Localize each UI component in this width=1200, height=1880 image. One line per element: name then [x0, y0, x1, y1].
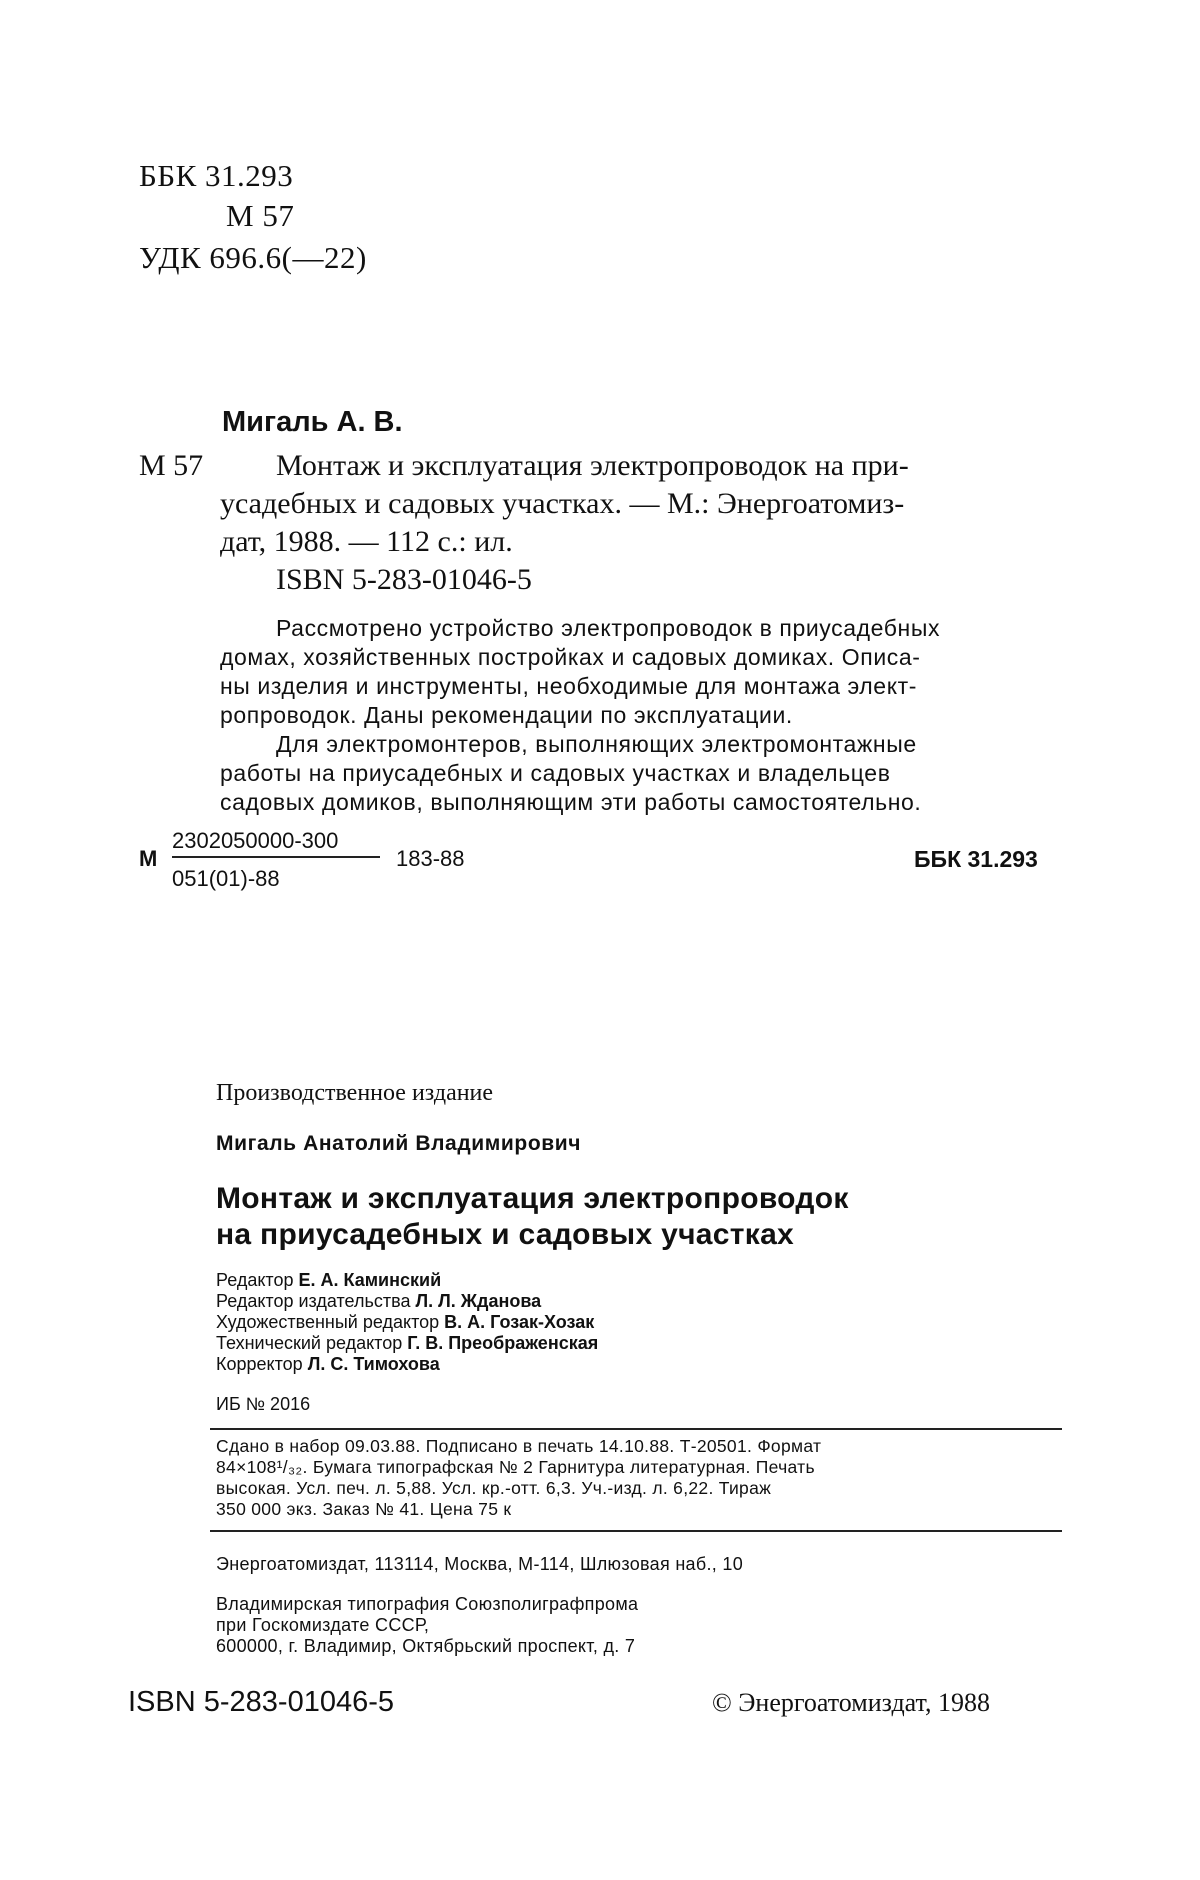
annotation-line-4: ропроводок. Даны рекомендации по эксплуатации.	[220, 702, 793, 728]
credit-publishing-editor: Редактор издательства Л. Л. Жданова	[216, 1291, 542, 1311]
code-numerator: 2302050000-300	[172, 828, 380, 858]
card-title-line-3: дат, 1988. — 112 с.: ил.	[220, 525, 513, 558]
publisher-address: Энергоатомиздат, 113114, Москва, М-114, Шлюзовая наб., 10	[216, 1554, 744, 1574]
printer-info	[216, 1594, 638, 1657]
print-line-4: 350 000 экз. Заказ № 41. Цена 75 к	[216, 1499, 512, 1519]
print-line-2: 84×108¹/₃₂. Бумага типографская № 2 Гарнитура литературная. Печать	[216, 1457, 815, 1477]
author-full-name: Мигаль Анатолий Владимирович	[216, 1132, 582, 1155]
card-author: Мигаль А. В.	[222, 406, 403, 438]
footer-isbn: ISBN 5-283-01046-5	[128, 1686, 394, 1718]
card-title-line-2: усадебных и садовых участках. — М.: Энергоатомиз-	[220, 487, 905, 520]
bbk-code: ББК 31.293	[139, 158, 294, 193]
annotation-line-2: домах, хозяйственных постройках и садовых домиках. Описа-	[220, 644, 921, 670]
card-mark: М 57	[139, 449, 204, 482]
print-details	[216, 1436, 821, 1520]
printer-line-1: Владимирская типография Союзполиграфпрома	[216, 1594, 639, 1614]
card-title-line-1: Монтаж и эксплуатация электропроводок на при-	[276, 449, 909, 482]
credit-editor: Редактор Е. А. Каминский	[216, 1270, 442, 1290]
footer-copyright: © Энергоатомиздат, 1988	[712, 1688, 990, 1717]
annotation-line-7: садовых домиков, выполняющим эти работы самостоятельно.	[220, 789, 922, 815]
colophon-rule-top	[210, 1428, 1062, 1430]
annotation-line-5: Для электромонтеров, выполняющих электромонтажные	[276, 731, 917, 757]
credits	[216, 1270, 598, 1375]
colophon-rule-bottom	[210, 1530, 1062, 1532]
credit-art-editor: Художественный редактор В. А. Гозак-Хозак	[216, 1312, 595, 1332]
print-line-1: Сдано в набор 09.03.88. Подписано в печать 14.10.88. Т-20501. Формат	[216, 1436, 822, 1456]
bbk-right: ББК 31.293	[914, 846, 1038, 872]
printer-line-3: 600000, г. Владимир, Октябрьский проспект, д. 7	[216, 1636, 636, 1656]
edition-type: Производственное издание	[216, 1080, 494, 1106]
book-title-line-2: на приусадебных и садовых участках	[216, 1218, 795, 1251]
ib-number: ИБ № 2016	[216, 1394, 311, 1414]
book-title-line-1: Монтаж и эксплуатация электропроводок	[216, 1182, 849, 1215]
annotation-line-3: ны изделия и инструменты, необходимые для монтажа элект-	[220, 673, 918, 699]
card-isbn: ISBN 5-283-01046-5	[276, 563, 532, 596]
credit-proofreader: Корректор Л. С. Тимохова	[216, 1354, 440, 1374]
annotation-line-1: Рассмотрено устройство электропроводок в приусадебных	[276, 615, 941, 641]
print-line-3: высокая. Усл. печ. л. 5,88. Усл. кр.-отт. 6,3. Уч.-изд. л. 6,22. Тираж	[216, 1478, 772, 1498]
credit-technical-editor: Технический редактор Г. В. Преображенская	[216, 1333, 599, 1353]
code-denominator: 051(01)-88	[172, 866, 280, 891]
code-prefix: М	[139, 846, 158, 871]
annotation-line-6: работы на приусадебных и садовых участках и владельцев	[220, 760, 891, 786]
printer-line-2: при Госкомиздате СССР,	[216, 1615, 430, 1635]
author-mark: М 57	[226, 198, 295, 233]
code-suffix: 183-88	[396, 846, 465, 871]
udk-code: УДК 696.6(—22)	[139, 240, 367, 275]
